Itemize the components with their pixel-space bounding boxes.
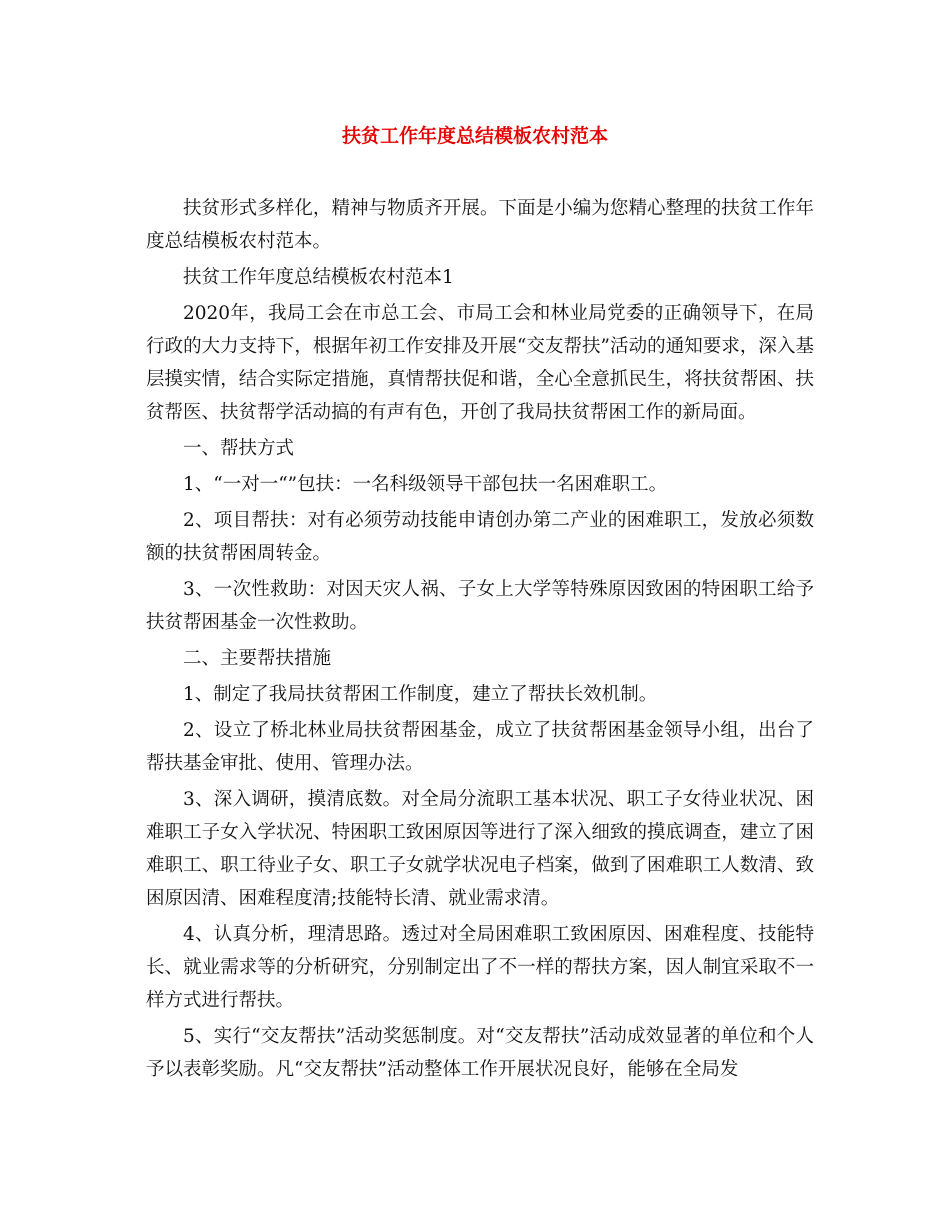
paragraph-item: 2、设立了桥北林业局扶贫帮困基金，成立了扶贫帮困基金领导小组，出台了帮扶基金审批、使用、管理办法。 <box>146 720 814 774</box>
paragraph-item: 2、项目帮扶：对有必须劳动技能申请创办第二产业的困难职工，发放必须数额的扶贫帮困周转金。 <box>146 510 814 564</box>
paragraph-item: 5、实行“交友帮扶”活动奖惩制度。对“交友帮扶”活动成效显著的单位和个人予以表彰奖励。凡“交友帮扶”活动整体工作开展状况良好，能够在全局发 <box>146 1026 814 1080</box>
document-body <box>146 192 814 1089</box>
paragraph-item: 4、认真分析，理清思路。透过对全局困难职工致困原因、困难程度、技能特长、就业需求等的分析研究，分别制定出了不一样的帮扶方案，因人制宜采取不一样方式进行帮扶。 <box>146 924 814 1011</box>
paragraph-item: 1、“一对一“”包扶：一名科级领导干部包扶一名困难职工。 <box>183 474 668 495</box>
paragraph-subtitle: 扶贫工作年度总结模板农村范本1 <box>183 267 454 288</box>
paragraph-intro: 扶贫形式多样化，精神与物质齐开展。下面是小编为您精心整理的扶贫工作年度总结模板农村范本。 <box>146 198 814 252</box>
section-heading-2: 二、主要帮扶措施 <box>183 648 332 669</box>
section-heading-1: 一、帮扶方式 <box>183 438 295 459</box>
paragraph-item: 3、深入调研，摸清底数。对全局分流职工基本状况、职工子女待业状况、困难职工子女入学状况、特困职工致困原因等进行了深入细致的摸底调查，建立了困难职工、职工待业子女、职工子女就学状况电子档案，做到了困难职工人数清、致困原因清、困难程度清;技能特长清、就业需求清。 <box>146 789 814 909</box>
paragraph-overview: 2020年，我局工会在市总工会、市局工会和林业局党委的正确领导下，在局行政的大力支持下，根据年初工作安排及开展“交友帮扶”活动的通知要求，深入基层摸实情，结合实际定措施，真情帮扶促和谐，全心全意抓民生，将扶贫帮困、扶贫帮医、扶贫帮学活动搞的有声有色，开创了我局扶贫帮困工作的新局面。 <box>146 303 814 423</box>
document-title: 扶贫工作年度总结模板农村范本 <box>341 125 608 147</box>
paragraph-item: 1、制定了我局扶贫帮困工作制度，建立了帮扶长效机制。 <box>183 684 658 705</box>
paragraph-item: 3、一次性救助：对因天灾人祸、子女上大学等特殊原因致困的特困职工给予扶贫帮困基金一次性救助。 <box>146 579 814 633</box>
